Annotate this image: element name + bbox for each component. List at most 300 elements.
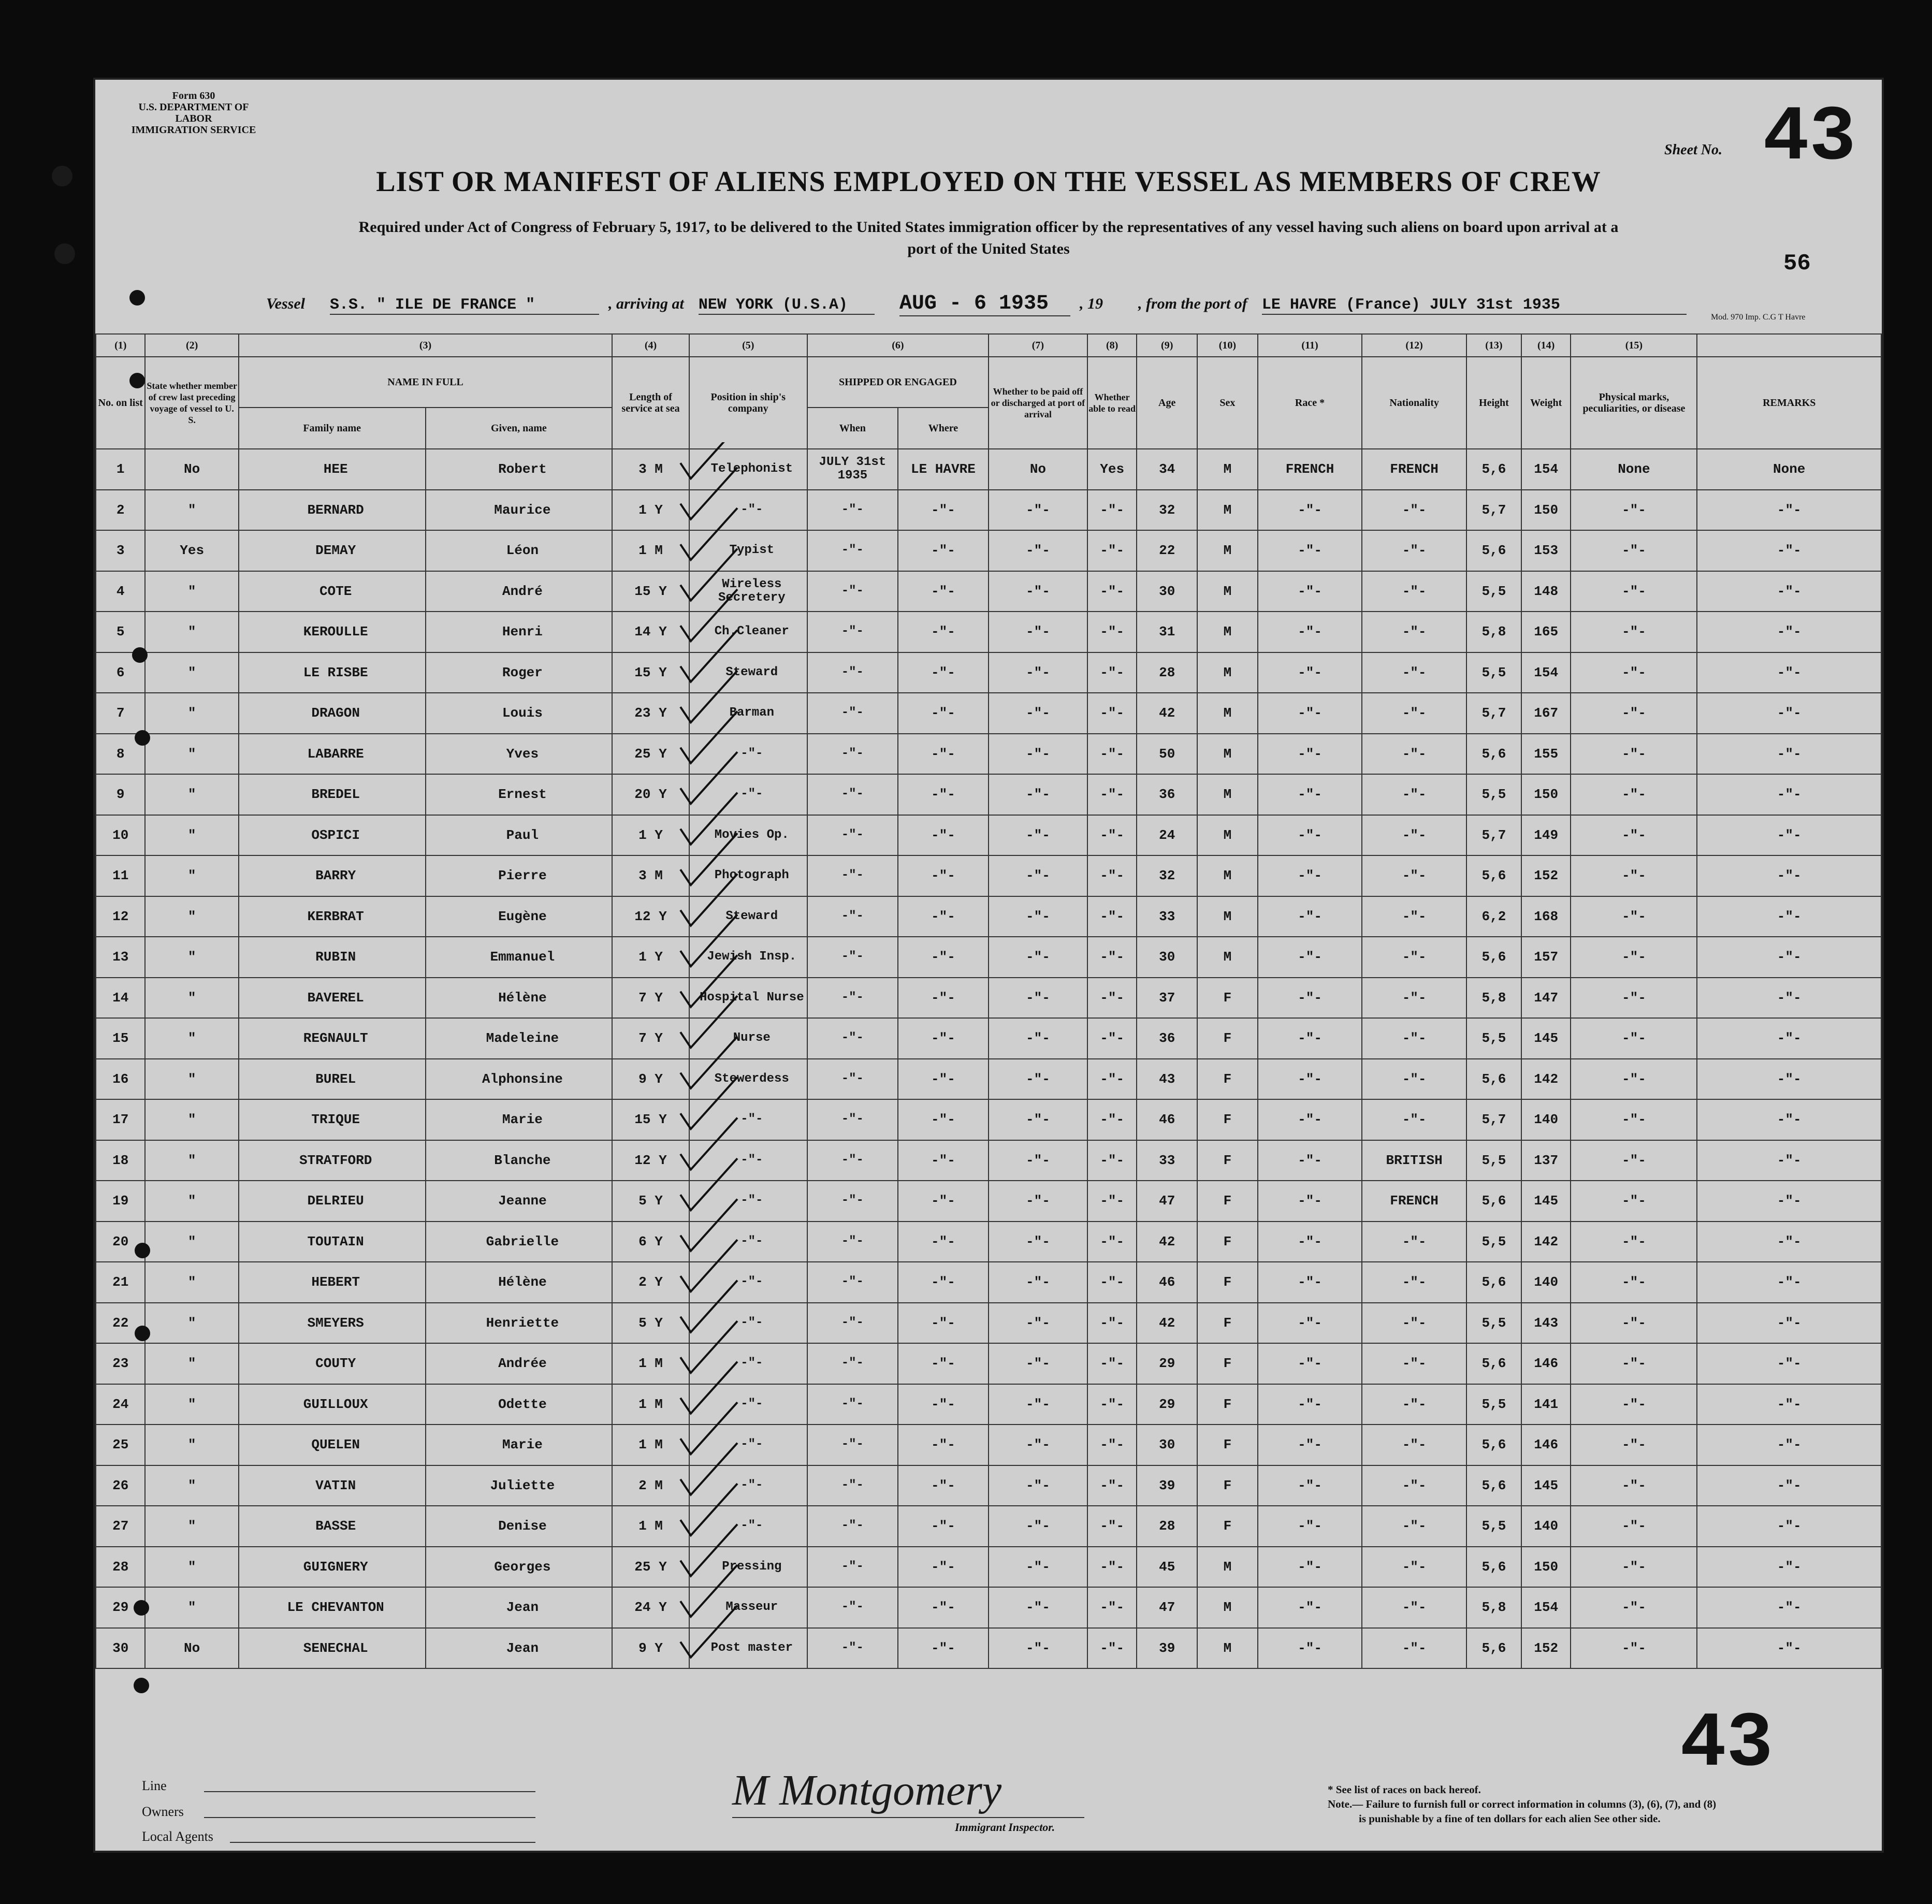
col-num-15: (15) [1571,334,1697,357]
shipped-when-cell: -"- [807,896,898,937]
family-name-cell: KEROULLE [239,612,426,652]
row-number-cell: 18 [96,1140,145,1181]
shipped-when-cell: JULY 31st 1935 [807,449,898,490]
given-name-cell: Pierre [426,855,613,896]
paid-off-cell: -"- [989,1628,1087,1669]
given-name-cell: Marie [426,1425,613,1465]
given-name-cell: Juliette [426,1465,613,1506]
weight-cell: 167 [1521,693,1571,734]
able-to-read-cell: -"- [1087,1303,1137,1344]
col-num-9: (9) [1137,334,1197,357]
sheet-total: 56 [1783,251,1811,277]
race-cell: -"- [1258,734,1362,775]
header-given-name: Given, name [426,408,613,449]
previous-voyage-cell: " [145,612,238,652]
physical-marks-cell: -"- [1571,1587,1697,1628]
col-num-11: (11) [1258,334,1362,357]
given-name-cell: Marie [426,1099,613,1140]
race-cell: -"- [1258,937,1362,978]
length-of-service-cell: 1 M [612,1425,689,1465]
able-to-read-cell: -"- [1087,978,1137,1019]
physical-marks-cell: -"- [1571,774,1697,815]
age-cell: 45 [1137,1547,1197,1588]
agents-rule [230,1842,535,1843]
table-row [96,1303,1881,1344]
nationality-cell: -"- [1362,896,1466,937]
remarks-cell: -"- [1697,1343,1881,1384]
able-to-read-cell: -"- [1087,937,1137,978]
shipped-when-cell: -"- [807,571,898,612]
family-name-cell: DRAGON [239,693,426,734]
weight-cell: 150 [1521,490,1571,531]
remarks-cell: -"- [1697,1181,1881,1222]
sex-cell: M [1197,734,1258,775]
height-cell: 5,7 [1466,693,1521,734]
weight-cell: 145 [1521,1018,1571,1059]
race-cell: -"- [1258,1425,1362,1465]
row-number-cell: 22 [96,1303,145,1344]
row-number-cell: 3 [96,530,145,571]
table-row [96,937,1881,978]
shipped-when-cell: -"- [807,652,898,693]
sex-cell: M [1197,1587,1258,1628]
height-cell: 5,5 [1466,1303,1521,1344]
given-name-cell: Maurice [426,490,613,531]
height-cell: 5,5 [1466,1384,1521,1425]
checkmark [680,442,737,478]
length-of-service-cell: 3 M [612,449,689,490]
table-row [96,571,1881,612]
previous-voyage-cell: " [145,1425,238,1465]
header-able-to-read: Whether able to read [1087,357,1137,449]
physical-marks-cell: None [1571,449,1697,490]
family-name-cell: QUELEN [239,1425,426,1465]
row-number-cell: 27 [96,1506,145,1547]
previous-voyage-cell: " [145,571,238,612]
shipped-when-cell: -"- [807,855,898,896]
age-cell: 22 [1137,530,1197,571]
weight-cell: 149 [1521,815,1571,856]
paid-off-cell: -"- [989,571,1087,612]
binder-hole [54,243,75,264]
table-row [96,1384,1881,1425]
sex-cell: F [1197,1222,1258,1262]
nationality-cell: -"- [1362,693,1466,734]
position-cell: Stewerdess [689,1059,807,1100]
able-to-read-cell: -"- [1087,1181,1137,1222]
able-to-read-cell: -"- [1087,612,1137,652]
length-of-service-cell: 24 Y [612,1587,689,1628]
able-to-read-cell: -"- [1087,1587,1137,1628]
shipped-when-cell: -"- [807,612,898,652]
given-name-cell: Robert [426,449,613,490]
form-identifier [126,90,261,136]
given-name-cell: Jean [426,1628,613,1669]
nationality-cell: -"- [1362,1587,1466,1628]
nationality-cell: -"- [1362,978,1466,1019]
remarks-cell: -"- [1697,1506,1881,1547]
height-cell: 5,8 [1466,978,1521,1019]
race-cell: -"- [1258,1303,1362,1344]
physical-marks-cell: -"- [1571,1425,1697,1465]
shipped-where-cell: -"- [898,652,989,693]
race-cell: -"- [1258,855,1362,896]
given-name-cell: Blanche [426,1140,613,1181]
table-row [96,1425,1881,1465]
from-port-label: , from the port of [1138,295,1247,312]
binder-hole [134,1600,149,1616]
remarks-cell: -"- [1697,774,1881,815]
arriving-label: , arriving at [608,295,684,312]
age-cell: 47 [1137,1181,1197,1222]
header-shipped-engaged: SHIPPED OR ENGAGED [807,357,989,408]
weight-cell: 165 [1521,612,1571,652]
paid-off-cell: -"- [989,1140,1087,1181]
shipped-when-cell: -"- [807,1018,898,1059]
family-name-cell: BASSE [239,1506,426,1547]
age-cell: 36 [1137,774,1197,815]
length-of-service-cell: 2 M [612,1465,689,1506]
crew-rows [96,449,1881,1668]
fine-note-line-2: is punishable by a fine of ten dollars for each alien See other side. [1359,1812,1661,1825]
fine-note-line-1: Note.— Failure to furnish full or correct information in columns (3), (6), (7), and (8) [1328,1798,1717,1810]
given-name-cell: Georges [426,1547,613,1588]
family-name-cell: BARRY [239,855,426,896]
length-of-service-cell: 20 Y [612,774,689,815]
previous-voyage-cell: " [145,1506,238,1547]
family-name-cell: SENECHAL [239,1628,426,1669]
shipped-where-cell: -"- [898,490,989,531]
family-name-cell: SMEYERS [239,1303,426,1344]
length-of-service-cell: 7 Y [612,1018,689,1059]
physical-marks-cell: -"- [1571,1384,1697,1425]
table-row [96,1628,1881,1669]
remarks-cell: -"- [1697,652,1881,693]
paid-off-cell: -"- [989,1343,1087,1384]
row-number-cell: 29 [96,1587,145,1628]
table-row [96,1181,1881,1222]
nationality-cell: -"- [1362,1018,1466,1059]
position-cell: Pressing [689,1547,807,1588]
paid-off-cell: -"- [989,693,1087,734]
length-of-service-cell: 1 M [612,530,689,571]
shipped-when-cell: -"- [807,530,898,571]
previous-voyage-cell: " [145,815,238,856]
previous-voyage-cell: " [145,1018,238,1059]
physical-marks-cell: -"- [1571,855,1697,896]
length-of-service-cell: 25 Y [612,1547,689,1588]
family-name-cell: HEBERT [239,1262,426,1303]
shipped-where-cell: -"- [898,1262,989,1303]
race-cell: -"- [1258,530,1362,571]
family-name-cell: GUIGNERY [239,1547,426,1588]
race-cell: -"- [1258,1547,1362,1588]
shipped-when-cell: -"- [807,1181,898,1222]
form-number: Form 630 [172,90,215,101]
able-to-read-cell: -"- [1087,1262,1137,1303]
previous-voyage-cell: " [145,1140,238,1181]
table-row [96,449,1881,490]
table-row [96,1547,1881,1588]
weight-cell: 140 [1521,1099,1571,1140]
previous-voyage-cell: " [145,1181,238,1222]
physical-marks-cell: -"- [1571,1181,1697,1222]
race-cell: -"- [1258,1343,1362,1384]
table-row [96,693,1881,734]
nationality-cell: BRITISH [1362,1140,1466,1181]
table-row [96,530,1881,571]
table-row [96,978,1881,1019]
shipped-where-cell: -"- [898,855,989,896]
age-cell: 39 [1137,1465,1197,1506]
able-to-read-cell: -"- [1087,1099,1137,1140]
weight-cell: 153 [1521,530,1571,571]
able-to-read-cell: -"- [1087,1018,1137,1059]
weight-cell: 168 [1521,896,1571,937]
paid-off-cell: -"- [989,1262,1087,1303]
position-cell: -"- [689,1140,807,1181]
sex-cell: F [1197,1059,1258,1100]
race-cell: -"- [1258,1587,1362,1628]
shipped-where-cell: -"- [898,530,989,571]
shipped-where-cell: -"- [898,1506,989,1547]
race-cell: -"- [1258,571,1362,612]
position-cell: Hospital Nurse [689,978,807,1019]
line-label: Line [142,1778,167,1793]
weight-cell: 141 [1521,1384,1571,1425]
sex-cell: F [1197,1018,1258,1059]
header-age: Age [1137,357,1197,449]
sex-cell: M [1197,1547,1258,1588]
age-cell: 28 [1137,652,1197,693]
remarks-cell: -"- [1697,1099,1881,1140]
length-of-service-cell: 12 Y [612,896,689,937]
physical-marks-cell: -"- [1571,1262,1697,1303]
table-row [96,1222,1881,1262]
shipped-when-cell: -"- [807,937,898,978]
remarks-cell: -"- [1697,1384,1881,1425]
shipped-where-cell: -"- [898,1343,989,1384]
table-row [96,1343,1881,1384]
physical-marks-cell: -"- [1571,1018,1697,1059]
paid-off-cell: -"- [989,1384,1087,1425]
nationality-cell: -"- [1362,1384,1466,1425]
binder-hole [135,1243,150,1258]
nationality-cell: -"- [1362,1506,1466,1547]
height-cell: 5,7 [1466,1099,1521,1140]
line-rule [204,1791,535,1792]
age-cell: 43 [1137,1059,1197,1100]
nationality-cell: -"- [1362,774,1466,815]
family-name-cell: RUBIN [239,937,426,978]
arriving-port: NEW YORK (U.S.A) [699,296,875,315]
position-cell: Jewish Insp. [689,937,807,978]
physical-marks-cell: -"- [1571,1099,1697,1140]
age-cell: 42 [1137,693,1197,734]
row-number-cell: 16 [96,1059,145,1100]
header-position: Position in ship's company [689,357,807,449]
physical-marks-cell: -"- [1571,1303,1697,1344]
binder-hole [132,647,148,663]
physical-marks-cell: -"- [1571,693,1697,734]
length-of-service-cell: 3 M [612,855,689,896]
row-number-cell: 19 [96,1181,145,1222]
remarks-cell: -"- [1697,1303,1881,1344]
race-cell: -"- [1258,490,1362,531]
race-cell: -"- [1258,1059,1362,1100]
shipped-when-cell: -"- [807,693,898,734]
paid-off-cell: -"- [989,1059,1087,1100]
given-name-cell: Alphonsine [426,1059,613,1100]
height-cell: 5,6 [1466,937,1521,978]
previous-voyage-cell: " [145,1587,238,1628]
given-name-cell: Andrée [426,1343,613,1384]
race-cell: -"- [1258,1628,1362,1669]
family-name-cell: BAVEREL [239,978,426,1019]
given-name-cell: Henri [426,612,613,652]
row-number-cell: 8 [96,734,145,775]
weight-cell: 145 [1521,1181,1571,1222]
header-no-on-list: No. on list [96,357,145,449]
able-to-read-cell: -"- [1087,1628,1137,1669]
able-to-read-cell: -"- [1087,1343,1137,1384]
age-cell: 30 [1137,1425,1197,1465]
age-cell: 37 [1137,978,1197,1019]
shipped-when-cell: -"- [807,1343,898,1384]
shipped-where-cell: -"- [898,774,989,815]
page-title: LIST OR MANIFEST OF ALIENS EMPLOYED ON THE VESSEL AS MEMBERS OF CREW [376,166,1601,198]
length-of-service-cell: 1 Y [612,490,689,531]
sex-cell: M [1197,855,1258,896]
nationality-cell: -"- [1362,490,1466,531]
given-name-cell: Emmanuel [426,937,613,978]
given-name-cell: Odette [426,1384,613,1425]
inspector-label: Immigrant Inspector. [955,1821,1055,1834]
previous-voyage-cell: " [145,1547,238,1588]
shipped-where-cell: -"- [898,1059,989,1100]
weight-cell: 148 [1521,571,1571,612]
previous-voyage-cell: " [145,1099,238,1140]
nationality-cell: -"- [1362,1425,1466,1465]
able-to-read-cell: -"- [1087,1059,1137,1100]
age-cell: 47 [1137,1587,1197,1628]
inspector-signature: M Montgomery [732,1766,1002,1814]
header-race: Race * [1258,357,1362,449]
height-cell: 5,6 [1466,1425,1521,1465]
given-name-cell: Hélène [426,1262,613,1303]
nationality-cell: -"- [1362,1222,1466,1262]
nationality-cell: -"- [1362,815,1466,856]
previous-voyage-cell: " [145,855,238,896]
paid-off-cell: -"- [989,1018,1087,1059]
remarks-cell: -"- [1697,1587,1881,1628]
shipped-when-cell: -"- [807,1547,898,1588]
service-name: IMMIGRATION SERVICE [131,124,256,136]
shipped-when-cell: -"- [807,734,898,775]
previous-voyage-cell: " [145,1384,238,1425]
given-name-cell: Madeleine [426,1018,613,1059]
shipped-where-cell: -"- [898,1465,989,1506]
weight-cell: 154 [1521,1587,1571,1628]
subtitle-line-1: Required under Act of Congress of February 5, 1917, to be delivered to the United States immigration officer by the representatives of any vessel having such aliens on board upon arrival at a [358,219,1619,236]
sex-cell: F [1197,1181,1258,1222]
shipped-where-cell: -"- [898,1384,989,1425]
race-cell: -"- [1258,1222,1362,1262]
able-to-read-cell: -"- [1087,1140,1137,1181]
sex-cell: F [1197,1140,1258,1181]
sex-cell: M [1197,693,1258,734]
weight-cell: 140 [1521,1262,1571,1303]
length-of-service-cell: 12 Y [612,1140,689,1181]
physical-marks-cell: -"- [1571,1465,1697,1506]
position-cell: -"- [689,1425,807,1465]
paid-off-cell: -"- [989,774,1087,815]
sex-cell: M [1197,652,1258,693]
row-number-cell: 11 [96,855,145,896]
position-cell: Steward [689,652,807,693]
row-number-cell: 17 [96,1099,145,1140]
row-number-cell: 13 [96,937,145,978]
header-row-1 [96,357,1881,408]
shipped-where-cell: -"- [898,693,989,734]
shipped-where-cell: -"- [898,1181,989,1222]
family-name-cell: GUILLOUX [239,1384,426,1425]
paid-off-cell: -"- [989,978,1087,1019]
table-row [96,1059,1881,1100]
age-cell: 50 [1137,734,1197,775]
sex-cell: M [1197,937,1258,978]
given-name-cell: Henriette [426,1303,613,1344]
given-name-cell: Hélène [426,978,613,1019]
shipped-when-cell: -"- [807,1384,898,1425]
position-cell: -"- [689,1343,807,1384]
remarks-cell: -"- [1697,1465,1881,1506]
previous-voyage-cell: No [145,449,238,490]
height-cell: 5,5 [1466,1140,1521,1181]
row-number-cell: 2 [96,490,145,531]
age-cell: 46 [1137,1099,1197,1140]
race-cell: -"- [1258,1181,1362,1222]
position-cell: -"- [689,1181,807,1222]
age-cell: 33 [1137,1140,1197,1181]
table-row [96,1587,1881,1628]
given-name-cell: André [426,571,613,612]
position-cell: Masseur [689,1587,807,1628]
physical-marks-cell: -"- [1571,1222,1697,1262]
height-cell: 5,6 [1466,1547,1521,1588]
length-of-service-cell: 1 M [612,1343,689,1384]
race-cell: -"- [1258,1465,1362,1506]
shipped-when-cell: -"- [807,1140,898,1181]
remarks-cell: -"- [1697,693,1881,734]
shipped-when-cell: -"- [807,1222,898,1262]
shipped-where-cell: -"- [898,896,989,937]
paid-off-cell: -"- [989,1222,1087,1262]
table-row [96,896,1881,937]
owners-label: Owners [142,1804,184,1819]
physical-marks-cell: -"- [1571,1343,1697,1384]
paid-off-cell: -"- [989,490,1087,531]
sex-cell: F [1197,1506,1258,1547]
weight-cell: 142 [1521,1059,1571,1100]
paid-off-cell: -"- [989,530,1087,571]
family-name-cell: LE RISBE [239,652,426,693]
sex-cell: F [1197,1343,1258,1384]
nationality-cell: -"- [1362,571,1466,612]
height-cell: 5,7 [1466,490,1521,531]
race-cell: -"- [1258,612,1362,652]
owners-rule [204,1817,535,1818]
